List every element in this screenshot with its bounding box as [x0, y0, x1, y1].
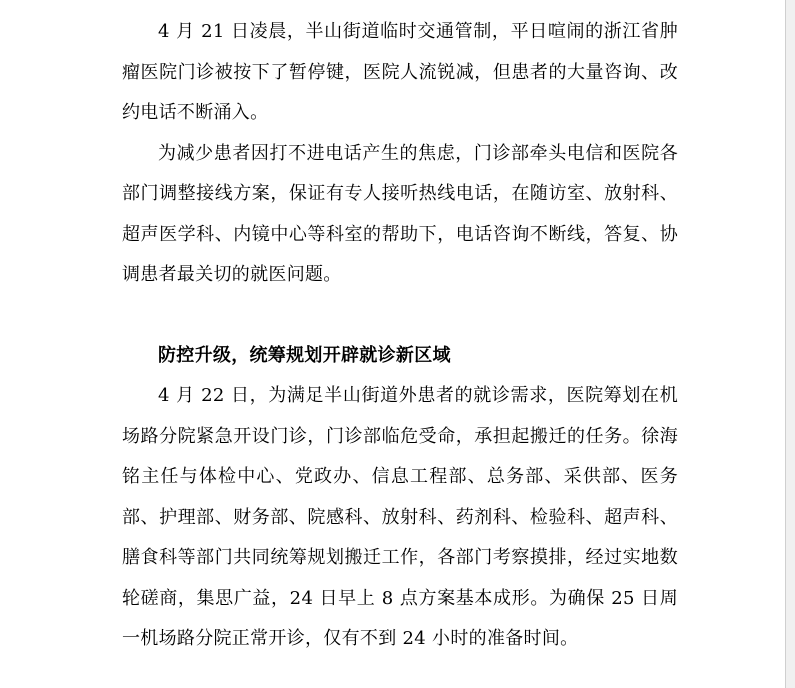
- paragraph-relocation: 4 月 22 日，为满足半山街道外患者的就诊需求，医院筹划在机场路分院紧急开设门诊，门诊部临危受命，承担起搬迁的任务。徐海铭主任与体检中心、党政办、信息工程部、总务部、采供部、医务部、护理部、财务部、院感科、放射科、药剂科、检验科、超声科、膳食科等部门共同统筹规划搬迁工作，各部门考察摸排，经过实地数轮磋商，集思广益，24 日早上 8 点方案基本成形。为确保 25 日周一机场路分院正常开诊，仅有不到 24 小时的准备时间。: [122, 385, 678, 649]
- paragraph-closure-morning: 4 月 21 日凌晨，半山街道临时交通管制，平日喧闹的浙江省肿瘤医院门诊被按下了暂停键，医院人流锐减，但患者的大量咨询、改约电话不断涌入。: [122, 21, 678, 123]
- vertical-scrollbar[interactable]: [786, 0, 795, 688]
- paragraph-spacer: [122, 296, 678, 336]
- section-heading: 防控升级，统筹规划开辟就诊新区域: [158, 344, 451, 366]
- paragraph-phone-consultation: 为减少患者因打不进电话产生的焦虑，门诊部牵头电信和医院各部门调整接线方案，保证有专人接听热线电话，在随访室、放射科、超声医学科、内镜中心等科室的帮助下，电话咨询不断线，答复、协调患者最关切的就医问题。: [122, 142, 678, 285]
- document-content: [122, 12, 678, 660]
